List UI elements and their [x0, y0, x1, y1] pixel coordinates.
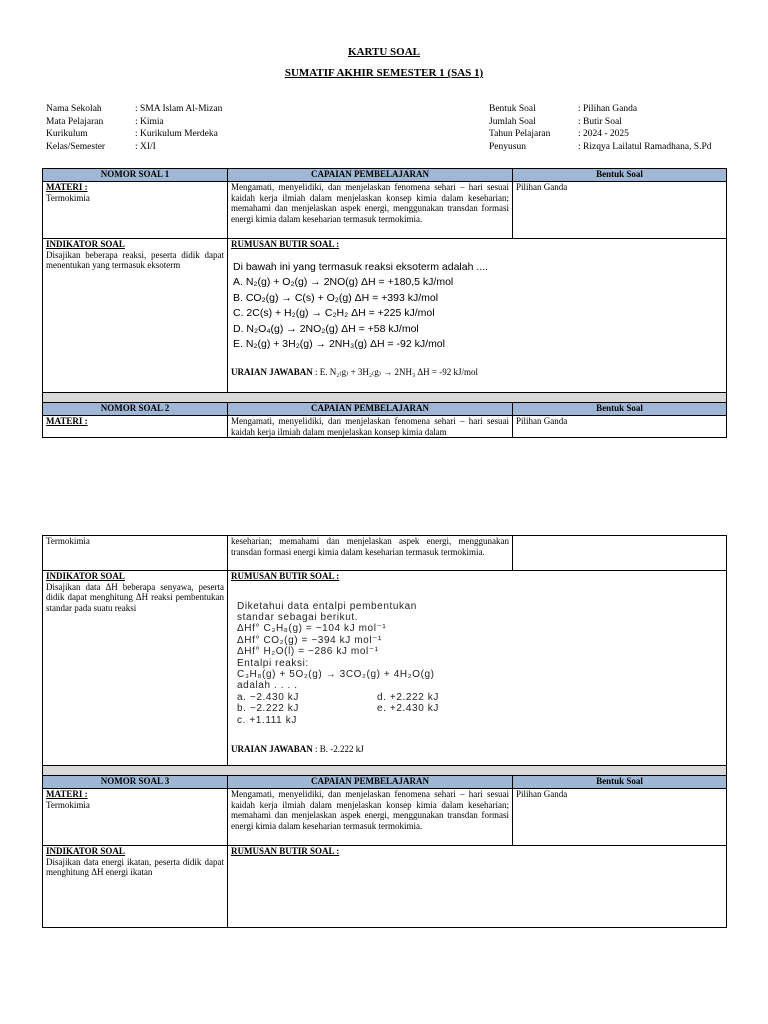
option-row — [237, 715, 723, 726]
option-a: A. N₂(g) + O₂(g) → 2NO(g) ΔH = +180,5 kJ/mol — [233, 276, 454, 289]
page-subtitle: SUMATIF AKHIR SEMESTER 1 (SAS 1) — [284, 67, 484, 79]
materi-cell — [43, 182, 228, 239]
question-intro: Diketahui data entalpi pembentukan — [237, 600, 417, 612]
info-value: : Butir Soal — [578, 116, 622, 127]
option-a: a. −2.430 kJ — [237, 691, 299, 703]
option-b: b. −2.222 kJ — [237, 703, 299, 715]
info-value: : XI/I — [135, 141, 156, 152]
uraian-label: URAIAN JAWABAN — [231, 744, 313, 755]
info-row — [489, 141, 712, 154]
info-label: Jumlah Soal — [489, 116, 536, 127]
option-e: E. N₂(g) + 3H₂(g) → 2NH₃(g) ΔH = -92 kJ/mol — [233, 338, 445, 351]
bentuk-header: Bentuk Soal — [513, 169, 727, 182]
nomor-soal-header: NOMOR SOAL 3 — [43, 776, 228, 789]
info-value: : 2024 - 2025 — [578, 129, 629, 140]
info-label: Bentuk Soal — [489, 104, 536, 114]
question-card-table — [42, 535, 727, 928]
info-label: Nama Sekolah — [46, 104, 102, 114]
separator-row — [43, 766, 727, 776]
bentuk-cell: Pilihan Ganda — [513, 182, 727, 239]
option-d: d. +2.222 kJ — [377, 691, 439, 703]
info-label: Tahun Pelajaran — [489, 129, 551, 140]
materi-label: MATERI : — [46, 416, 88, 426]
question-1-body — [233, 260, 723, 353]
rumusan-cell — [228, 239, 727, 393]
capaian-cell: Mengamati, menyelidiki, dan menjelaskan fenomena sehari – hari sesuai kaidah kerja ilmiah dalam menjelaskan konsep kimia dalam keseharian; memahami dan menjelaskan aspek energi, menggunakan transdan formasi energi kimia dalam keseharian termasuk termokimia. — [228, 182, 513, 239]
question-stem: Di bawah ini yang termasuk reaksi eksoterm adalah .... — [233, 260, 489, 273]
question-card-table — [42, 168, 727, 438]
reaction-equation: C₃H₈(g) + 5O₂(g) → 3CO₂(g) + 4H₂O(g) — [237, 669, 435, 681]
indikator-row — [43, 239, 727, 393]
indikator-label: INDIKATOR SOAL — [46, 239, 125, 249]
bentuk-cell: Pilihan Ganda — [513, 416, 727, 438]
info-row — [46, 116, 222, 129]
capaian-header: CAPAIAN PEMBELAJARAN — [228, 403, 513, 416]
capaian-cell: Mengamati, menyelidiki, dan menjelaskan fenomena sehari – hari sesuai kaidah kerja ilmiah dalam menjelaskan konsep kimia dalam keseharian; memahami dan menjelaskan aspek energi, menggunakan transdan formasi energi kimia dalam keseharian termasuk termokimia. — [228, 789, 513, 846]
rumusan-cell — [228, 846, 727, 928]
option-b: B. CO₂(g) → C(s) + O₂(g) ΔH = +393 kJ/mol — [233, 291, 439, 304]
info-left — [46, 103, 222, 153]
info-label: Kurikulum — [46, 129, 88, 140]
materi-cell — [43, 416, 228, 438]
materi-label: MATERI : — [46, 182, 88, 192]
indikator-text: Disajikan data ΔH beberapa senyawa, peserta didik dapat menghitung ΔH reaksi pembentukan standar pada suatu reaksi — [46, 581, 224, 613]
info-row — [489, 128, 712, 141]
info-row — [46, 141, 222, 154]
indikator-cell — [43, 239, 228, 393]
indikator-label: INDIKATOR SOAL — [46, 846, 125, 856]
capaian-cell: keseharian; memahami dan menjelaskan aspek energi, menggunakan transdan formasi energi kimia dalam keseharian termasuk termokimia. — [228, 536, 513, 571]
materi-row-continued — [43, 536, 727, 571]
separator-row — [43, 393, 727, 403]
rumusan-cell — [228, 571, 727, 766]
info-value: : Kimia — [135, 116, 164, 127]
rumusan-label: RUMUSAN BUTIR SOAL : — [231, 571, 340, 581]
enthalpy-data: ΔHf° CO₂(g) = −394 kJ mol⁻¹ — [237, 634, 382, 646]
info-value: : Rizqya Lailatul Ramadhana, S.Pd — [578, 141, 712, 152]
indikator-row — [43, 571, 727, 766]
materi-value: Termokimia — [46, 799, 90, 810]
reaction-label: Entalpi reaksi: — [237, 657, 309, 669]
materi-row — [43, 789, 727, 846]
indikator-text: Disajikan beberapa reaksi, peserta didik dapat menentukan yang termasuk eksoterm — [46, 249, 224, 271]
question-2-body — [237, 601, 723, 726]
capaian-header: CAPAIAN PEMBELAJARAN — [228, 169, 513, 182]
uraian-value: : E. N₂₍g₎ + 3H₂₍g₎ → 2NH₃ ΔH = -92 kJ/mol — [315, 366, 478, 377]
option-row — [237, 703, 723, 714]
info-label: Mata Pelajaran — [46, 116, 104, 127]
info-row — [46, 103, 222, 116]
info-row — [46, 128, 222, 141]
indikator-text: Disajikan data energi ikatan, peserta didik dapat menghitung ΔH energi ikatan — [46, 856, 224, 878]
indikator-cell — [43, 571, 228, 766]
indikator-row — [43, 846, 727, 928]
capaian-cell: Mengamati, menyelidiki, dan menjelaskan fenomena sehari – hari sesuai kaidah kerja ilmiah dalam menjelaskan konsep kimia dalam — [228, 416, 513, 438]
uraian-jawaban — [231, 744, 723, 755]
question-adalah: adalah . . . . — [237, 680, 298, 692]
enthalpy-data: ΔHf° C₃H₈(g) = −104 kJ mol⁻¹ — [237, 623, 387, 635]
rumusan-label: RUMUSAN BUTIR SOAL : — [231, 846, 340, 856]
bentuk-cell — [513, 536, 727, 571]
uraian-label: URAIAN JAWABAN — [231, 366, 313, 377]
info-value: : Kurikulum Merdeka — [135, 129, 218, 140]
indikator-cell — [43, 846, 228, 928]
info-value: : Pilihan Ganda — [578, 104, 638, 114]
materi-value: Termokimia — [46, 192, 90, 203]
uraian-value: : B. -2.222 kJ — [315, 744, 364, 755]
materi-row — [43, 182, 727, 239]
bentuk-header: Bentuk Soal — [513, 776, 727, 789]
enthalpy-data: ΔHf° H₂O(l) = −286 kJ mol⁻¹ — [237, 646, 379, 658]
option-e: e. +2.430 kJ — [377, 703, 439, 715]
indikator-label: INDIKATOR SOAL — [46, 571, 125, 581]
uraian-jawaban — [231, 367, 723, 378]
capaian-header: CAPAIAN PEMBELAJARAN — [228, 776, 513, 789]
nomor-soal-header: NOMOR SOAL 1 — [43, 169, 228, 182]
bentuk-cell: Pilihan Ganda — [513, 789, 727, 846]
question-intro: standar sebagai berikut. — [237, 612, 359, 623]
bentuk-header: Bentuk Soal — [513, 403, 727, 416]
card-header-row — [43, 776, 727, 789]
materi-value-cell: Termokimia — [43, 536, 228, 571]
materi-label: MATERI : — [46, 789, 88, 799]
page-title: KARTU SOAL — [347, 46, 421, 58]
rumusan-label: RUMUSAN BUTIR SOAL : — [231, 239, 340, 249]
info-row — [489, 116, 712, 129]
card-header-row — [43, 169, 727, 182]
card-header-row — [43, 403, 727, 416]
info-label: Kelas/Semester — [46, 141, 106, 152]
materi-row — [43, 416, 727, 438]
option-c: c. +1.111 kJ — [237, 714, 297, 726]
info-value: : SMA Islam Al-Mizan — [135, 104, 223, 114]
info-label: Penyusun — [489, 141, 526, 152]
materi-cell — [43, 789, 228, 846]
nomor-soal-header: NOMOR SOAL 2 — [43, 403, 228, 416]
info-row — [489, 103, 712, 116]
option-d: D. N₂O₄(g) → 2NO₂(g) ΔH = +58 kJ/mol — [233, 322, 419, 335]
info-right — [489, 103, 712, 153]
option-row — [237, 692, 723, 703]
option-c: C. 2C(s) + H₂(g) → C₂H₂ ΔH = +225 kJ/mol — [233, 307, 435, 320]
